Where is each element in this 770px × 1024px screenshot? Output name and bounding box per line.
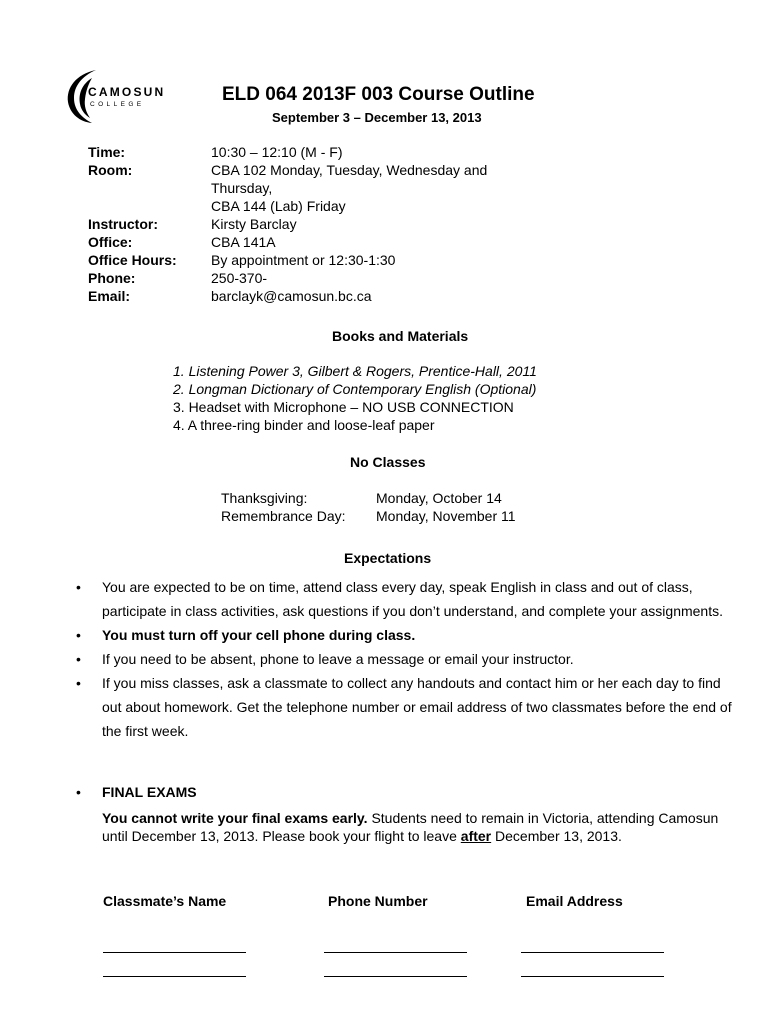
page-title: ELD 064 2013F 003 Course Outline xyxy=(222,84,535,105)
holiday-date: Monday, October 14 xyxy=(376,490,502,506)
expectation-text: If you miss classes, ask a classmate to collect any handouts and contact him or her each day to find out about homework. Get the telephone number or email address of two classmates before the end of the first week. xyxy=(102,675,732,739)
info-row-email xyxy=(88,287,487,305)
phone-number-blank[interactable] xyxy=(324,952,467,953)
course-dates: September 3 – December 13, 2013 xyxy=(272,110,482,125)
holiday-name: Remembrance Day: xyxy=(221,508,346,524)
expectations-list xyxy=(72,575,732,743)
bullet-icon: • xyxy=(76,627,81,643)
expectations-heading: Expectations xyxy=(344,550,432,566)
list-item xyxy=(72,623,732,647)
phone-number-blank[interactable] xyxy=(324,976,467,977)
classmate-name-header: Classmate’s Name xyxy=(103,893,227,909)
phone-number-header: Phone Number xyxy=(328,893,428,909)
holiday-date: Monday, November 11 xyxy=(376,508,516,524)
expectation-text: If you need to be absent, phone to leave a message or email your instructor. xyxy=(102,651,574,667)
room-line: Thursday, xyxy=(211,180,273,196)
final-exams-warning: You cannot write your final exams early. xyxy=(102,810,368,826)
info-row-room xyxy=(88,161,487,215)
phone-value: 250-370- xyxy=(211,270,268,286)
email-address-blank[interactable] xyxy=(521,976,664,977)
camosun-college-logo xyxy=(62,66,182,126)
expectation-text: You are expected to be on time, attend class every day, speak English in class and out of class, participate in class activities, ask questions if you don’t understand, and complete your assignments. xyxy=(102,579,723,619)
room-value xyxy=(211,161,487,215)
office-label: Office: xyxy=(88,234,133,250)
holiday-name: Thanksgiving: xyxy=(221,490,308,506)
office-hours-label: Office Hours: xyxy=(88,252,177,268)
final-exams-body: Students need to remain in Victoria, attending Camosun until December 13, 2013. Please book your flight to leave xyxy=(102,810,719,844)
expectation-text: You must turn off your cell phone during class. xyxy=(102,627,416,643)
books-heading: Books and Materials xyxy=(332,328,469,344)
final-exams-text xyxy=(72,809,732,845)
classmate-name-blank[interactable] xyxy=(103,952,246,953)
info-row-office xyxy=(88,233,487,251)
email-value: barclayk@camosun.bc.ca xyxy=(211,288,372,304)
list-item xyxy=(72,783,732,801)
table-row xyxy=(221,489,516,507)
table-row xyxy=(221,507,516,525)
list-item xyxy=(72,671,732,743)
email-address-blank[interactable] xyxy=(521,952,664,953)
list-item xyxy=(72,647,732,671)
phone-label: Phone: xyxy=(88,270,136,286)
final-exams-end: December 13, 2013. xyxy=(491,828,622,844)
bullet-icon: • xyxy=(76,675,81,691)
room-line: CBA 102 Monday, Tuesday, Wednesday and xyxy=(211,162,488,178)
instructor-label: Instructor: xyxy=(88,216,158,232)
office-hours-value: By appointment or 12:30-1:30 xyxy=(211,252,396,268)
final-exams-after: after xyxy=(460,828,492,844)
list-item: 4. A three-ring binder and loose-leaf paper xyxy=(173,417,435,433)
final-exams-heading: FINAL EXAMS xyxy=(102,784,197,800)
office-value: CBA 141A xyxy=(211,234,276,250)
info-row-instructor xyxy=(88,215,487,233)
bullet-icon: • xyxy=(76,651,81,667)
logo-wordmark: CAMOSUN xyxy=(88,85,166,99)
email-label: Email: xyxy=(88,288,131,304)
email-address-header: Email Address xyxy=(526,893,623,909)
no-classes-heading: No Classes xyxy=(350,454,426,470)
room-label: Room: xyxy=(88,162,133,178)
info-row-phone xyxy=(88,269,487,287)
books-list xyxy=(173,362,537,434)
instructor-value: Kirsty Barclay xyxy=(211,216,297,232)
time-value: 10:30 – 12:10 (M - F) xyxy=(211,144,343,160)
course-info xyxy=(88,143,487,305)
room-line: CBA 144 (Lab) Friday xyxy=(211,198,346,214)
logo-subtitle: COLLEGE xyxy=(90,101,145,108)
list-item: 1. Listening Power 3, Gilbert & Rogers, Prentice-Hall, 2011 xyxy=(173,363,537,379)
list-item: 2. Longman Dictionary of Contemporary English (Optional) xyxy=(173,381,537,397)
final-exams-section xyxy=(72,783,732,845)
time-label: Time: xyxy=(88,144,126,160)
info-row-office-hours xyxy=(88,251,487,269)
classmate-name-blank[interactable] xyxy=(103,976,246,977)
bullet-icon: • xyxy=(76,579,81,595)
no-classes-table xyxy=(221,489,516,525)
bullet-icon: • xyxy=(76,784,81,800)
list-item: 3. Headset with Microphone – NO USB CONNECTION xyxy=(173,399,514,415)
info-row-time xyxy=(88,143,487,161)
list-item xyxy=(72,575,732,623)
